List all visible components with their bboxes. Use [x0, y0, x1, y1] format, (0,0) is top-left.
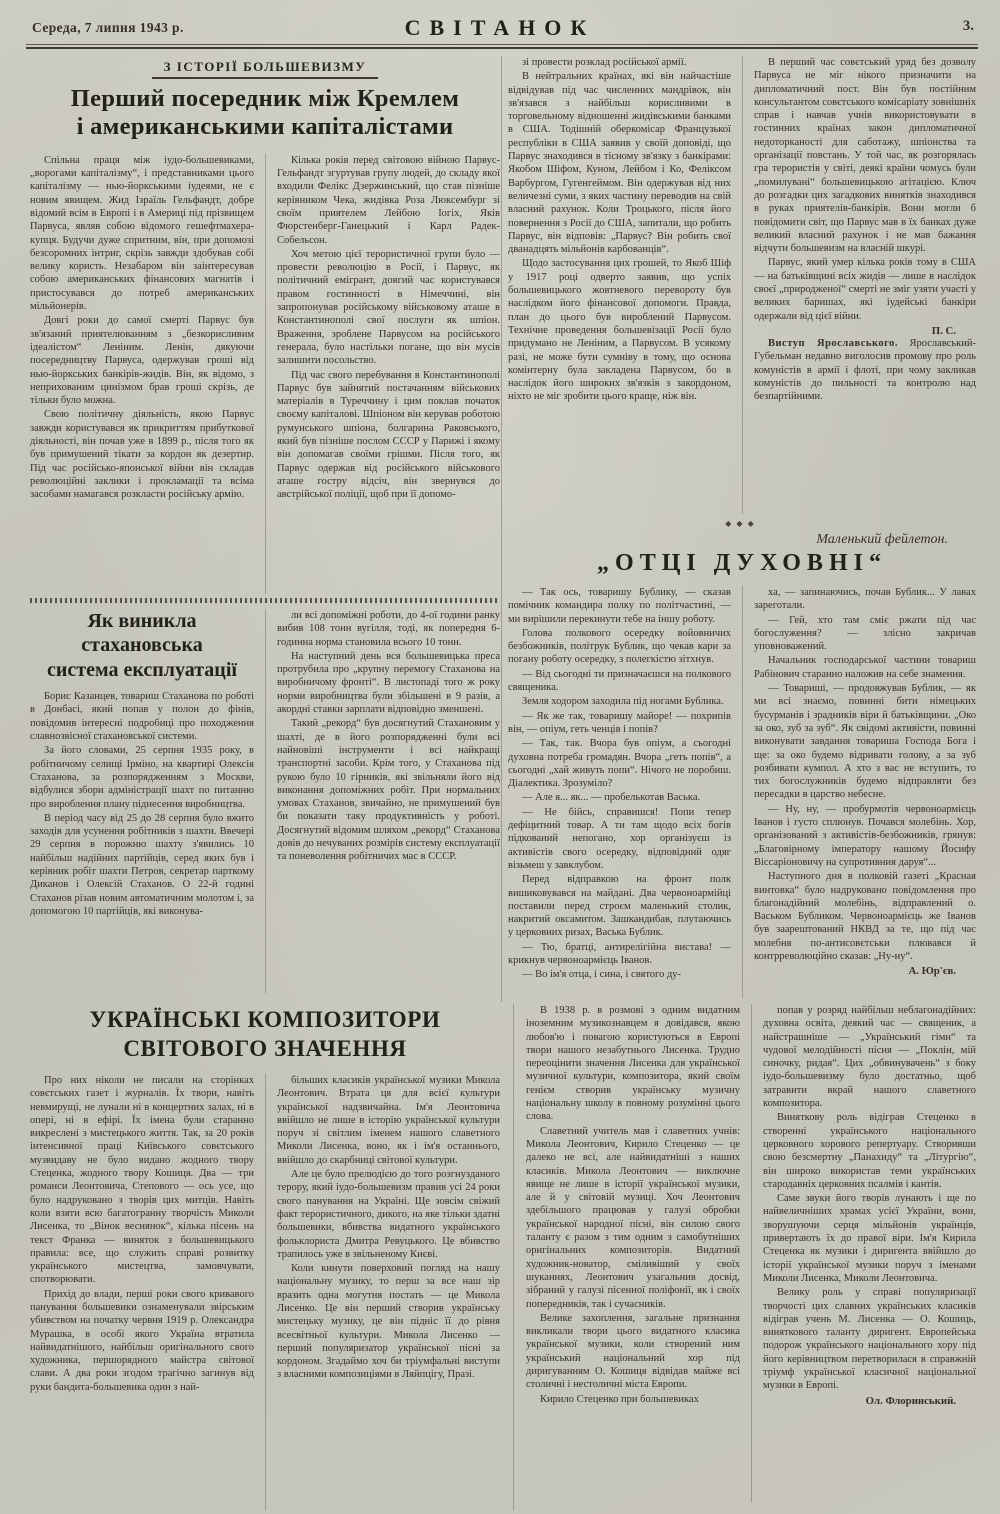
headline-line-2: система експлуатації [47, 658, 237, 681]
feuilleton-column-1 [508, 586, 742, 998]
composers-column-4 [751, 1004, 976, 1502]
paragraph: Кілька років перед світовою війною Парвус-Гельфандт згуртував групу людей, до складу якої входили Фелікс Дзержинський, що став пізніше керівником Чека, жидівка Роза Люксембург зі своїм приятелем Лейбою Іогіх, Яків Фюрстенберг-Ганецький і Карл Радек-Собельсон. [277, 154, 500, 246]
paragraph: Такий „рекорд“ був досягнутий Стахановим у шахті, де в його розпорядженні були всі найновіші інструменти і всі найкращі транспортні засоби. Крім того, у Стаханова під рукою було 10 гірників, які звільняли його від виконання допоміжних робіт. При нормальних умовах Стаханов, звичайно, не примушений був би показати таку продуктивність у роботі. Досягнутий відомим шляхом „рекорд“ Стаханова довів до нечуваних розмірів систему експлуатації та поневолення робітничих мас в СССР. [277, 718, 500, 863]
composers-headline [30, 1006, 500, 1064]
composers-left-columns [30, 1074, 500, 1510]
paragraph: зі провести розклад російської армії. [522, 57, 687, 68]
paragraph: Виняткову роль відіграв Стеценко в створенні українського національного церковного хорового репертуару. Створивши свою безсмертну „Панахиду“ та „Літургію“, він широко використав теми українських стародавніх церковних псалмів і кантів. [763, 1112, 976, 1190]
paragraph: Парвус, який умер кілька років тому в США — на батьківщині всіх жидів — лише в наслідок своєї „природженої“ смерті не зміг узяти участі у великих баришах, які іудейські банкіри одержали від цієї війни. [754, 257, 976, 322]
parvus-column-4 [742, 56, 976, 514]
headline-line-1: Як виникла стахановська [81, 610, 203, 657]
stakhanov-column-1 [30, 609, 265, 993]
paragraph: Голова полкового осередку войовничих безбожників, політрук Бублик, що чекав кари за погану роботу осередку, з полегкістю зітхнув. [508, 627, 731, 666]
paragraph: Прихід до влади, перші роки свого кривавого панування большевики ознаменували звірським убивством на початку червня 1919 р. Олександра Мурашка, в особі якого Україна втратила найвидатнішого, найбільш оригінального свого художника, першорядного майстра світової слави. А два роки згодом трагічно загинув від руки бандита-большевика один з най- [30, 1288, 254, 1393]
parvus-column-2 [265, 154, 500, 594]
stakhanov-column-2 [265, 609, 500, 993]
paragraph: На наступний день вся большевицька преса протрубила про „крупну перемогу Стаханова на виробничому фронті“. В листопаді того ж року норми виробництва були збільшені в 9 разів, а акордні ставки зарплати відповідно зменшені. [277, 650, 500, 716]
masthead-title: СВІТАНОК [404, 15, 596, 40]
paragraph: Коли кинути поверховий погляд на нашу національну музику, то перш за все наш зір вразить одна могутня постать — це Микола Лисенко. Це він перший створив українську мистецьку музику, це він підніс її до рівня всесвітньої культури. Микола Лисенко — перший популяризатор української пісні за кордоном. Згадаймо хоч би тріумфальні виступи з власними композиціями в Ляйпцігу, Празі. [277, 1263, 500, 1381]
header-rule [26, 44, 978, 49]
signature-yuriev: А. Юр'єв. [908, 965, 956, 978]
paragraph: Кирило Стеценко при большевиках [540, 1393, 699, 1405]
feuilleton-columns [508, 586, 976, 998]
kicker-wrap [30, 58, 500, 79]
ornament-divider-icon: ◆◆◆ [725, 519, 759, 528]
parvus-column-4-text [754, 56, 976, 323]
paragraph: Борис Казанцев, товариш Стаханова по роботі в Донбасі, який попав у полон до фінів, повідомив інтересні подробиці про походження славнозвісної стахановської системи. [30, 691, 254, 743]
paragraph: Славетний учитель мав і славетних учнів: Микола Леонтович, Кирило Стеценко — це далеко не всі, але найвидатніші з наших класиків. Микола Леонтович — виключне явище не лише в історії української музики, але й у світовій музиці. Хоч Леонтович здебільшого працював у галузі обробки української народної пісні, він силою свого таланту є разом з тим одним з самобутніших оригінальних композиторів. Видатний художник-новатор, сміливіший у своїх шуканнях, Леонтович узагальнив досвід, зібраний у галузі пісенної поліфонії, як і своїх попередників, так і сучасників. [526, 1125, 740, 1310]
paragraph: Велике захоплення, загальне признання викликали твори цього видатного класика української музики, коли створений ним український національний хор під диригуванням О. Кошиця відвідав майже всі столичні і нестоличні міста Европи. [526, 1312, 740, 1391]
paragraph: В 1938 р. в розмові з одним видатним іноземним музикознавцем я довідався, якою любов'ю і повагою користуються в Европі твори нашого незабутнього Лисенка. Трудно переоцінити значення Лисенка для української музичної культури, композитора, який своїм генієм створив українську музичну національну школу в повному розумінні цього слова. [526, 1005, 740, 1123]
composers-right-half [513, 1004, 976, 1510]
paragraph: Спільна праця між іудо-большевиками, „ворогами капіталізму“, і представниками цього капіталізму — нью-йоркськими іудеями, не є новим явищем. Жид Ізраїль Гельфандт, добре відомий всім в Европі і в Америці під прізвищем Парвуса, являв собою відомого гешефтмахера-купця. Будучи дуже спритним, він, при допомозі безсоромних інтриг, скрізь завжди здобував собі велику користь. Незабаром він заінтересував собою американських фінансових магнатів і пристосувався до потреб американських мільйонерів. [30, 154, 254, 313]
paragraph: — Як же так, товаришу майоре! — похрипів він, — опіум, геть ченців і попів? [508, 710, 731, 735]
parvus-columns [30, 154, 500, 594]
parvus-column-1 [30, 154, 265, 594]
paragraph: — Але я... як... — пробелькотав Васька. [522, 792, 701, 804]
headline-line-1: УКРАЇНСЬКІ КОМПОЗИТОРИ [89, 1007, 441, 1032]
paragraph: Земля ходором заходила під ногами Бублика. [522, 696, 724, 708]
paragraph: В нейтральних країнах, які він найчастіше відвідував під час численних мандрівок, він зв'язався з найбільш корисливими в торговельному відношенні жидівськими банками в США. Тодішній оберкомісар Французької республіки в США заявив у своїй доповіді, що Парвус знаходився в тісному зв'язку з банкірами: Якобом Шіфом, Куном, Лейбом і Ко, Феліксом Варбургом, Гугенгеймом. Він одержував від них величезні суми, з яких частину переводив на свій власний рахунок. Коли Троцького, після його повернення з Росії до США, запитали, що робить Парвус, він відповів: „Парвус? Він робить свої дванадцять мільйонів карбованців“. [508, 71, 731, 256]
composers-right-columns [526, 1004, 976, 1502]
paragraph: Довгі роки до самої смерті Парвус був зв'язаний приятелюванням з „безкорисливим ідеалістом“ Леніним. Ленін, дякуючи посередництву Парвуса, одержував гроші від нью-йоркських банкірів-жидів. Він, як відомо, з неприхованим цинізмом брав гроші скрізь, де тільки було можна. [30, 315, 254, 407]
signature-ps: П. С. [931, 324, 956, 337]
article-parvus [30, 58, 500, 594]
paragraph: Свою політичну діяльність, якою Парвус завжди користувався як прикриттям прибуткової діяльності, він почав уже в 1899 р., після того як був примушений тікати за кордон як дезертир. Під час російсько-японської війни він складав революційні заклики і прокламації та всіма засобами намагався розкласти російську армію. [30, 409, 254, 501]
stakhanov-article [30, 598, 500, 993]
feuilleton-column-2-text [754, 586, 976, 963]
paragraph: — Так ось, товаришу Бублику, — сказав помічник командира полку по політчастині, — ми вирішили перекинути тебе на іншу роботу. [508, 587, 731, 625]
composers-column-4-text [763, 1004, 976, 1393]
paragraph: — Гей, хто там сміє ржати під час богослуження? — злісно закричав уповноважений. [754, 614, 976, 653]
paragraph: — Не бійсь, справишся! Попи тепер дефіцитний товар. А ти там щодо всіх богів підкований непогано, хор організуєш із активістів свого осередку, відповідний одяг візьмеш у завклубом. [508, 806, 731, 871]
paragraph: Але це було прелюдією до того розгнузданого терору, який іудо-большевизм правив усі 24 роки свого панування на Україні. Ще зовсім свіжий факт терористичного, дикого, на яке тільки здатні большевики, вбивства видатного українського фольклориста Дмитра Ревуцького. Це вбивство трапилось уже в звільненому Києві. [277, 1169, 500, 1260]
paragraph: Наступного дня в полковій газеті „Красная винтовка“ було надруковано повідомлення про благонадійний молебінь, відправлений о. Васьком Бубликом. Червоноармієць же Іванов був заарештований НКВД за те, що під час молебня по-антисовєтськи плювався й контрреволюційно сказав: „Ну-ну“. [754, 871, 976, 963]
paragraph: Перед відправкою на фронт полк вишиковувався на майдані. Два червоноармійці поставили перед строєм маленький столик, накритий оксамитом. Зашкандибав, плутаючись у церковних ризах, Васька Бублик. [508, 874, 731, 939]
composers-column-1 [30, 1074, 265, 1510]
right-page-block [508, 56, 976, 998]
main-column-rule [501, 56, 502, 1002]
paragraph: За його словами, 25 серпня 1935 року, в робітничому селищі Ірміно, на квартирі Олексія Стаханова, за розпорядженням з Москви, відбулися збори адміністрації шахт по питанню про вироблення плану піднесення виробництва. [30, 745, 254, 810]
page-number: 3. [962, 18, 974, 34]
parvus-continuation-columns [508, 56, 976, 514]
paragraph: Хоч метою цієї терористичної групи було — провести революцію в Росії, і Парвус, як політичний емігрант, довгий час користувався правом гостинності в Німеччині, він запропонував російському військовому аташе в Константинополі свої послуги як шпіон. Враження, зроблене Парвусом на російського генерала, було настільки погане, що він мусів залишити посольство. [277, 248, 500, 367]
paragraph: ха, — запинаючись, почав Бублик... У лавах зареготали. [754, 587, 976, 612]
feuilleton-column-2 [742, 586, 976, 998]
paragraph: — Тю, братці, антирелігійна вистава! — крикнув червоноармієць Іванов. [508, 941, 731, 967]
paragraph: Щодо застосування цих грошей, то Якоб Шіф у 1917 році одверто заявив, що успіх большевицького жовтневого перевороту був наслідком його фінансової допомоги. Правда, план до цього був вироблений Парвусом. Технічне проведення большевізації Росії було придумано не Леніним, а Парвусом. В усякому разі, не може бути сумніву в тому, що основа комінтерну була закладена Парвусом, бо в наслідок його широких зв'язків з закордоном, ніхто не міг зробити цього краще, ніж він. [508, 258, 731, 403]
headline-line-1: Перший посередник між Кремлем [70, 85, 460, 112]
headline-line-2: СВІТОВОГО ЗНАЧЕННЯ [123, 1035, 407, 1061]
paragraph: — Ну, ну, — пробурмотів червоноармієць Іванов і густо сплюнув. Почався молебінь. Хор, організований з активістів-безбожників, грянув: „Благовірному імператору нашому Йосифу Віссаріоновичу на супротивния даруя“... [754, 803, 976, 868]
note-yaroslavsky [754, 337, 976, 403]
composers-article [30, 1004, 976, 1510]
paragraph: — Во ім'я отца, і сина, і святого ду- [522, 969, 682, 981]
paragraph: ли всі допоміжні роботи, до 4-ої години ранку вибив 108 тонн вугілля, тоді, як попередня 6-годинна норма становила всього 10 тонн. [277, 610, 500, 648]
parvus-column-3 [508, 56, 742, 514]
feuilleton-title: „ОТЦІ ДУХОВНІ“ [597, 550, 887, 576]
paragraph: більших класиків української музики Микола Леонтович. Втрата ця для всієї культури української надзвичайна. Ім'я Леонтовича ввійшло не лише в історію української культури поруч зі світлим іменем нашого славетного Миколи Лисенка, воно, як і ім'я останнього, ввійшло до скарбниці світової культури. [277, 1074, 500, 1166]
paragraph: В перший час совєтський уряд без дозволу Парвуса не міг нікого призначити на дипломатичний пост. Він був постійним консультантом совєтського комісаріату зовнішніх справ і навчав учнів використовувати в гостинних країнах закон дипломатичної недоторканості для саботажу, шпіонства та організації повстань. У той час, як розгорялась гра терористів у світі, деякі країни чомусь були „помилувані“ большевицькою агітацією. Ключ до розгадки цих загадкових винятків знаходився в руках приятелів-банкірів. Вони могли б повідомити світ, що Парвус мав в їх банках дуже великий власний рахунок і не мав бажання відчути большевизм на власній шкурі. [754, 57, 976, 255]
parvus-headline [30, 85, 500, 142]
note-text: Ярославський-Губельман недавно виголосив промову про роль комуністів в армії і флоті, при чому закликав комуністів до пильності та контролю над безпартійними. [754, 337, 976, 403]
composers-column-3 [526, 1004, 751, 1502]
note-lead: Виступ Ярославського. [768, 337, 899, 349]
paragraph: — Так, так. Вчора був опіум, а сьогодні духовна потреба громадян. Вчора „геть попів“, а сьогодні „хай живуть попи“. Нічого не поробиш. Діалектика. Зрозуміло? [508, 738, 731, 790]
composers-left-half [30, 1004, 500, 1510]
paragraph: Велику роль у справі популяризації творчості цих славних українських класиків відіграв учень М. Лисенка — О. Кошиць, виняткового таланту диригент. Европейська подорож українського національного хору під його керівництвом перетворилася в справжній тріумф української класичної національної музики в Европі. [763, 1287, 976, 1392]
paragraph: — Товариші, — продовжував Бублик, — як ми всі знаємо, повинні бити німецьких бусурманів і зрадників віри й батьківщини. „Око за око, зуб за зуб“. Як свідомі активісти, повинні виконувати завдання товариша Господа Бога і ще: за око будемо відривати голову, а за зуб розбивати кумпол. А хто з вас не вступить, то тих богослужників будемо відправляти без пересадки в царство небесне. [754, 683, 976, 801]
hatched-rule [30, 598, 500, 603]
stakhanov-column-1-text [30, 690, 254, 918]
kicker-history-of-bolshevism: З ІСТОРІЇ БОЛЬШЕВИЗМУ [152, 59, 379, 79]
paragraph: В період часу від 25 до 28 серпня було вжито заходів для усунення робітників з шахти. Ввечері 29 серпня в порожню шахту з'явились 10 найбільш надійних партійців, серед яких був і керівник робіт шахти Петров, секретар парткому Диканов і Олексій Стаханов. О 22-й годині Стаханов різав новим автоматичним молотом і, за допомогою 10 партійців, які виконува- [30, 812, 254, 917]
paragraph: Начальник господарської частини товариш Рабінович старанно наложив на себе знамення. [754, 655, 976, 680]
paragraph: Під час свого перебування в Константинополі Парвус був зайнятий постачанням військових матеріалів в Туреччину і цим поклав початок своєму капіталові. Шпіоном він керував роботою румунського шпіона, болгарина Раковського, який був пізніше послом СССР у Парижі і якому він допомагав своїми грішми. Після того, як Парвус одержав від російського військового аташе гостру відсіч, він звернувся до австрійської поліції, щоб при її допомо- [277, 369, 500, 501]
paragraph: попав у розряд найбільш неблагонадійних: духовна освіта, деякий час — священик, а найстрашніше — „Український гімн“ та чудової мелодійності пісня — „Поклін, мій синочку, ридая“. Цих „обвинувачень“ з боку іудо-большевизму було достатньо, щоб затравити вкрай нашого славетного композитора. [763, 1005, 976, 1110]
paragraph: — Від сьогодні ти призначаєшся на полкового священика. [508, 668, 731, 694]
stakhanov-columns [30, 609, 500, 993]
issue-date: Середа, 7 липня 1943 р. [32, 20, 184, 35]
composers-column-2 [265, 1074, 500, 1510]
signature-florynsky: Ол. Флоринський. [865, 1394, 956, 1407]
stakhanov-headline [30, 609, 254, 682]
feuilleton-rubric: Маленький фейлетон. [816, 532, 948, 547]
paragraph: Саме звуки його творів лунають і ще по найвеличніших храмах усієї України, вони, зворушуючи серця мільйонів українців, привертають їх до правої віри. Ім'я Кирила Стеценка як музики і диригента ввійшло до історії української музики поруч з іменами Миколи Лисенка, Миколи Леонтовича. [763, 1193, 976, 1284]
headline-line-2: і американськими капіталістами [76, 113, 454, 141]
paragraph: Про них ніколи не писали на сторінках совєтських газет і журналів. Їх твори, навіть невмирущі, не лунали ні в концертних залах, ні в опері, ні в ефірі. Їх імена були старанно викреслені з мистецького життя. Так, за 20 років інтенсивної праці Київського совєтського музвидаву не було видано жодного твору Стеценка, жодного твору Кошиця. Два — три романси Леонтовича, Степового — ось усе, що було надруковано з творів цих митців. Навіть коли взяти всю багатогранну творчість Миколи Лисенка, то „Вінок веснянок“, кілька пісень на текст Франка — виняток з большевицького правила: все, що служить справі розвитку українського мистецтва, замовчувати, спотворювати. [30, 1074, 254, 1286]
